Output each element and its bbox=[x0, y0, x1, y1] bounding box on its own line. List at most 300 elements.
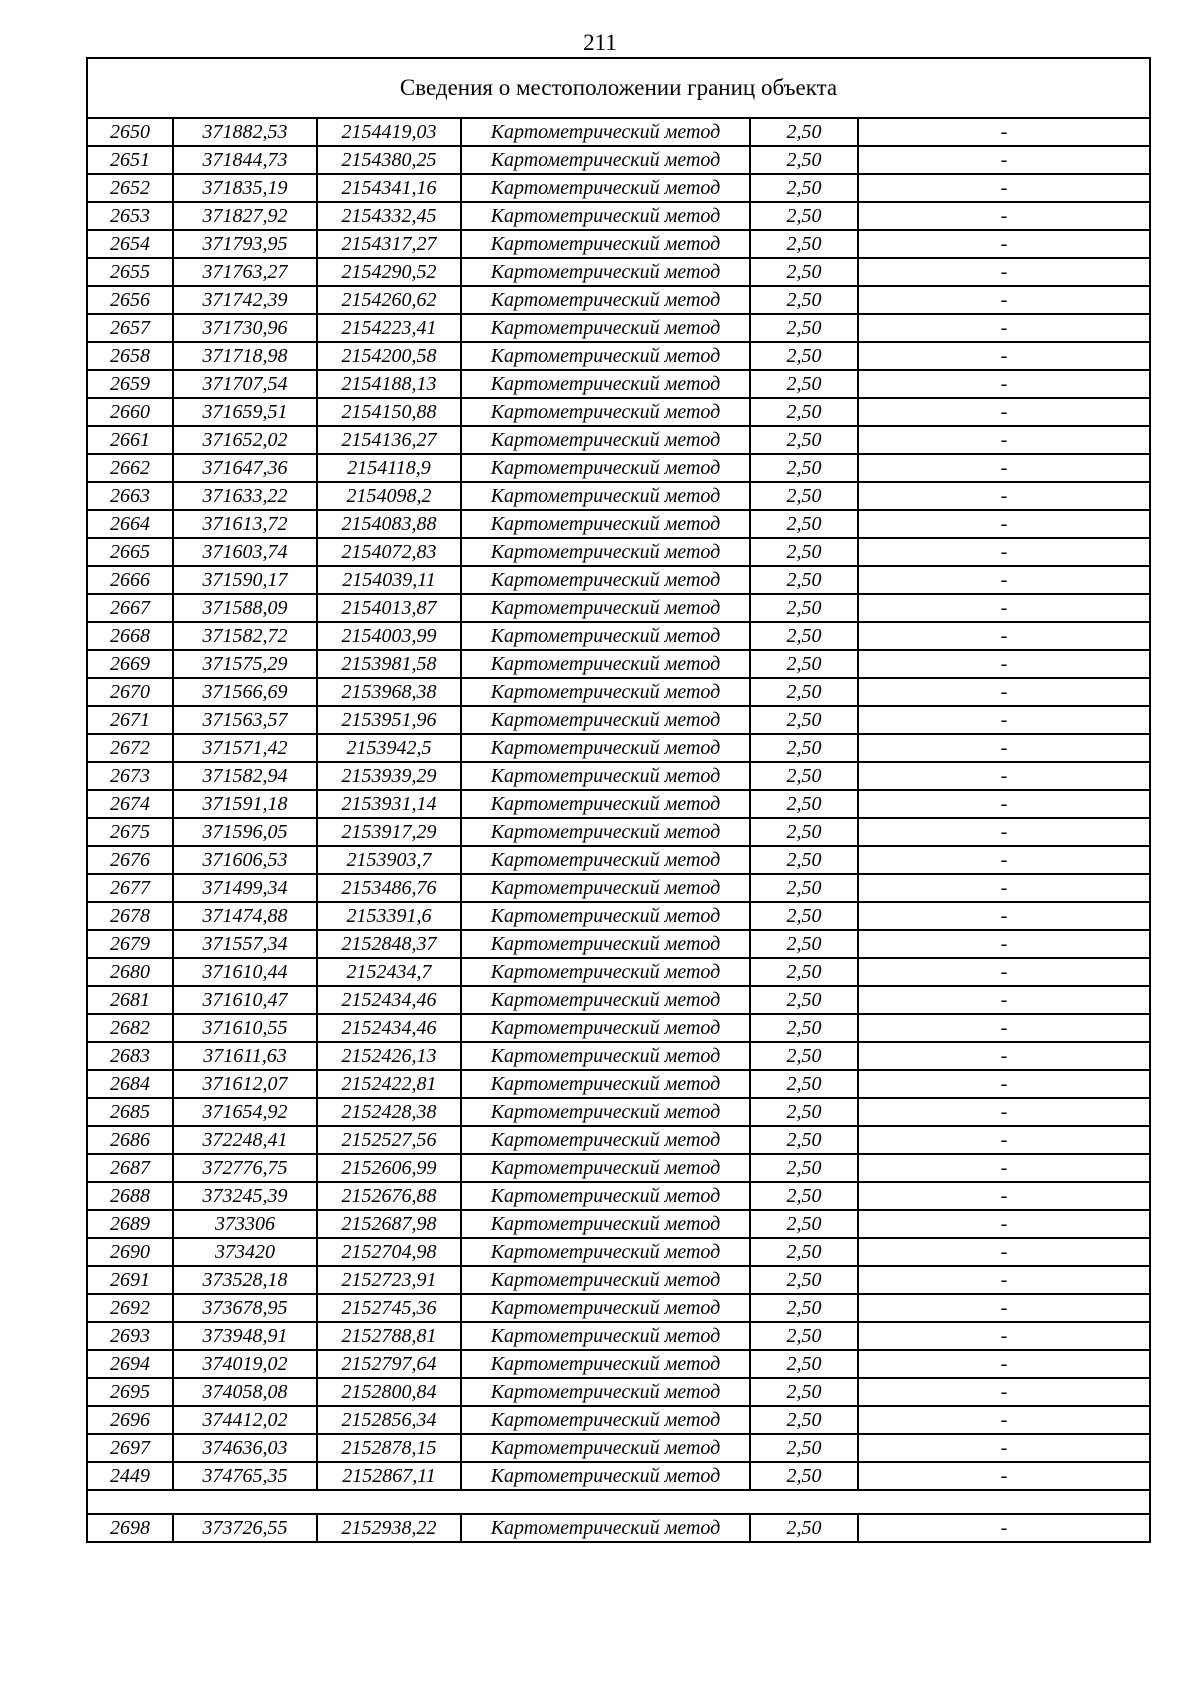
point-number-cell: 2688 bbox=[87, 1182, 173, 1210]
note-cell: - bbox=[858, 510, 1150, 538]
y-coordinate-cell: 2153939,29 bbox=[317, 762, 461, 790]
accuracy-cell: 2,50 bbox=[750, 1434, 858, 1462]
accuracy-cell: 2,50 bbox=[750, 1238, 858, 1266]
method-cell: Картометрический метод bbox=[461, 622, 750, 650]
point-number-cell: 2665 bbox=[87, 538, 173, 566]
x-coordinate-cell: 372776,75 bbox=[173, 1154, 317, 1182]
y-coordinate-cell: 2152788,81 bbox=[317, 1322, 461, 1350]
y-coordinate-cell: 2152848,37 bbox=[317, 930, 461, 958]
table-title-row bbox=[87, 58, 1150, 118]
method-cell: Картометрический метод bbox=[461, 426, 750, 454]
accuracy-cell: 2,50 bbox=[750, 1462, 858, 1490]
method-cell: Картометрический метод bbox=[461, 1406, 750, 1434]
x-coordinate-cell: 371590,17 bbox=[173, 566, 317, 594]
y-coordinate-cell: 2154290,52 bbox=[317, 258, 461, 286]
note-cell: - bbox=[858, 706, 1150, 734]
y-coordinate-cell: 2153942,5 bbox=[317, 734, 461, 762]
accuracy-cell: 2,50 bbox=[750, 1154, 858, 1182]
table-row bbox=[87, 118, 1150, 146]
table-row bbox=[87, 202, 1150, 230]
method-cell: Картометрический метод bbox=[461, 1098, 750, 1126]
y-coordinate-cell: 2154200,58 bbox=[317, 342, 461, 370]
y-coordinate-cell: 2154332,45 bbox=[317, 202, 461, 230]
method-cell: Картометрический метод bbox=[461, 454, 750, 482]
x-coordinate-cell: 371654,92 bbox=[173, 1098, 317, 1126]
table-gap-row bbox=[87, 1490, 1150, 1514]
x-coordinate-cell: 374412,02 bbox=[173, 1406, 317, 1434]
x-coordinate-cell: 371611,63 bbox=[173, 1042, 317, 1070]
method-cell: Картометрический метод bbox=[461, 1210, 750, 1238]
point-number-cell: 2682 bbox=[87, 1014, 173, 1042]
y-coordinate-cell: 2153917,29 bbox=[317, 818, 461, 846]
note-cell: - bbox=[858, 1182, 1150, 1210]
x-coordinate-cell: 371499,34 bbox=[173, 874, 317, 902]
table-row bbox=[87, 230, 1150, 258]
table-row bbox=[87, 426, 1150, 454]
accuracy-cell: 2,50 bbox=[750, 986, 858, 1014]
table-row bbox=[87, 1350, 1150, 1378]
method-cell: Картометрический метод bbox=[461, 1266, 750, 1294]
y-coordinate-cell: 2154072,83 bbox=[317, 538, 461, 566]
accuracy-cell: 2,50 bbox=[750, 790, 858, 818]
point-number-cell: 2654 bbox=[87, 230, 173, 258]
x-coordinate-cell: 371582,94 bbox=[173, 762, 317, 790]
method-cell: Картометрический метод bbox=[461, 370, 750, 398]
x-coordinate-cell: 371633,22 bbox=[173, 482, 317, 510]
x-coordinate-cell: 373420 bbox=[173, 1238, 317, 1266]
method-cell: Картометрический метод bbox=[461, 706, 750, 734]
table-row bbox=[87, 902, 1150, 930]
accuracy-cell: 2,50 bbox=[750, 1070, 858, 1098]
note-cell: - bbox=[858, 1434, 1150, 1462]
table-row bbox=[87, 370, 1150, 398]
y-coordinate-cell: 2152723,91 bbox=[317, 1266, 461, 1294]
accuracy-cell: 2,50 bbox=[750, 706, 858, 734]
point-number-cell: 2659 bbox=[87, 370, 173, 398]
table-row bbox=[87, 510, 1150, 538]
note-cell: - bbox=[858, 650, 1150, 678]
y-coordinate-cell: 2152867,11 bbox=[317, 1462, 461, 1490]
note-cell: - bbox=[858, 902, 1150, 930]
method-cell: Картометрический метод bbox=[461, 314, 750, 342]
point-number-cell: 2693 bbox=[87, 1322, 173, 1350]
table-row bbox=[87, 650, 1150, 678]
table-row bbox=[87, 398, 1150, 426]
method-cell: Картометрический метод bbox=[461, 790, 750, 818]
method-cell: Картометрический метод bbox=[461, 902, 750, 930]
x-coordinate-cell: 373245,39 bbox=[173, 1182, 317, 1210]
accuracy-cell: 2,50 bbox=[750, 1378, 858, 1406]
method-cell: Картометрический метод bbox=[461, 1014, 750, 1042]
x-coordinate-cell: 371563,57 bbox=[173, 706, 317, 734]
method-cell: Картометрический метод bbox=[461, 650, 750, 678]
method-cell: Картометрический метод bbox=[461, 594, 750, 622]
method-cell: Картометрический метод bbox=[461, 1462, 750, 1490]
accuracy-cell: 2,50 bbox=[750, 930, 858, 958]
method-cell: Картометрический метод bbox=[461, 818, 750, 846]
table-row bbox=[87, 706, 1150, 734]
note-cell: - bbox=[858, 1210, 1150, 1238]
note-cell: - bbox=[858, 454, 1150, 482]
boundary-coordinates-table bbox=[86, 57, 1151, 1543]
table-row bbox=[87, 1514, 1150, 1542]
method-cell: Картометрический метод bbox=[461, 1182, 750, 1210]
point-number-cell: 2678 bbox=[87, 902, 173, 930]
point-number-cell: 2694 bbox=[87, 1350, 173, 1378]
table-row bbox=[87, 314, 1150, 342]
table-row bbox=[87, 734, 1150, 762]
accuracy-cell: 2,50 bbox=[750, 874, 858, 902]
table-row bbox=[87, 1266, 1150, 1294]
accuracy-cell: 2,50 bbox=[750, 202, 858, 230]
method-cell: Картометрический метод bbox=[461, 1070, 750, 1098]
y-coordinate-cell: 2152745,36 bbox=[317, 1294, 461, 1322]
note-cell: - bbox=[858, 762, 1150, 790]
x-coordinate-cell: 371575,29 bbox=[173, 650, 317, 678]
y-coordinate-cell: 2152606,99 bbox=[317, 1154, 461, 1182]
table-row bbox=[87, 1406, 1150, 1434]
point-number-cell: 2680 bbox=[87, 958, 173, 986]
note-cell: - bbox=[858, 1238, 1150, 1266]
note-cell: - bbox=[858, 1042, 1150, 1070]
y-coordinate-cell: 2153903,7 bbox=[317, 846, 461, 874]
point-number-cell: 2675 bbox=[87, 818, 173, 846]
method-cell: Картометрический метод bbox=[461, 286, 750, 314]
empty-cell bbox=[87, 1490, 1150, 1514]
accuracy-cell: 2,50 bbox=[750, 426, 858, 454]
table-row bbox=[87, 482, 1150, 510]
note-cell: - bbox=[858, 622, 1150, 650]
point-number-cell: 2651 bbox=[87, 146, 173, 174]
note-cell: - bbox=[858, 874, 1150, 902]
point-number-cell: 2671 bbox=[87, 706, 173, 734]
table-row bbox=[87, 1378, 1150, 1406]
table-row bbox=[87, 1014, 1150, 1042]
note-cell: - bbox=[858, 1098, 1150, 1126]
method-cell: Картометрический метод bbox=[461, 342, 750, 370]
note-cell: - bbox=[858, 1126, 1150, 1154]
accuracy-cell: 2,50 bbox=[750, 482, 858, 510]
x-coordinate-cell: 371844,73 bbox=[173, 146, 317, 174]
method-cell: Картометрический метод bbox=[461, 874, 750, 902]
note-cell: - bbox=[858, 566, 1150, 594]
method-cell: Картометрический метод bbox=[461, 762, 750, 790]
accuracy-cell: 2,50 bbox=[750, 510, 858, 538]
point-number-cell: 2687 bbox=[87, 1154, 173, 1182]
y-coordinate-cell: 2153486,76 bbox=[317, 874, 461, 902]
table-row bbox=[87, 1294, 1150, 1322]
method-cell: Картометрический метод bbox=[461, 846, 750, 874]
point-number-cell: 2449 bbox=[87, 1462, 173, 1490]
x-coordinate-cell: 373528,18 bbox=[173, 1266, 317, 1294]
method-cell: Картометрический метод bbox=[461, 538, 750, 566]
x-coordinate-cell: 371596,05 bbox=[173, 818, 317, 846]
note-cell: - bbox=[858, 1378, 1150, 1406]
y-coordinate-cell: 2154039,11 bbox=[317, 566, 461, 594]
note-cell: - bbox=[858, 426, 1150, 454]
y-coordinate-cell: 2152704,98 bbox=[317, 1238, 461, 1266]
point-number-cell: 2681 bbox=[87, 986, 173, 1014]
accuracy-cell: 2,50 bbox=[750, 258, 858, 286]
x-coordinate-cell: 374765,35 bbox=[173, 1462, 317, 1490]
method-cell: Картометрический метод bbox=[461, 1294, 750, 1322]
x-coordinate-cell: 371612,07 bbox=[173, 1070, 317, 1098]
x-coordinate-cell: 371835,19 bbox=[173, 174, 317, 202]
note-cell: - bbox=[858, 1514, 1150, 1542]
table-row bbox=[87, 762, 1150, 790]
accuracy-cell: 2,50 bbox=[750, 398, 858, 426]
point-number-cell: 2677 bbox=[87, 874, 173, 902]
point-number-cell: 2683 bbox=[87, 1042, 173, 1070]
y-coordinate-cell: 2152428,38 bbox=[317, 1098, 461, 1126]
x-coordinate-cell: 371763,27 bbox=[173, 258, 317, 286]
y-coordinate-cell: 2152434,46 bbox=[317, 1014, 461, 1042]
note-cell: - bbox=[858, 286, 1150, 314]
method-cell: Картометрический метод bbox=[461, 1154, 750, 1182]
table-row bbox=[87, 930, 1150, 958]
x-coordinate-cell: 371582,72 bbox=[173, 622, 317, 650]
note-cell: - bbox=[858, 1154, 1150, 1182]
accuracy-cell: 2,50 bbox=[750, 762, 858, 790]
accuracy-cell: 2,50 bbox=[750, 1042, 858, 1070]
note-cell: - bbox=[858, 1322, 1150, 1350]
y-coordinate-cell: 2154260,62 bbox=[317, 286, 461, 314]
point-number-cell: 2655 bbox=[87, 258, 173, 286]
note-cell: - bbox=[858, 1070, 1150, 1098]
note-cell: - bbox=[858, 202, 1150, 230]
note-cell: - bbox=[858, 818, 1150, 846]
y-coordinate-cell: 2154083,88 bbox=[317, 510, 461, 538]
table-row bbox=[87, 958, 1150, 986]
accuracy-cell: 2,50 bbox=[750, 1210, 858, 1238]
table-row bbox=[87, 1210, 1150, 1238]
point-number-cell: 2674 bbox=[87, 790, 173, 818]
table-row bbox=[87, 566, 1150, 594]
point-number-cell: 2695 bbox=[87, 1378, 173, 1406]
table-row bbox=[87, 1126, 1150, 1154]
method-cell: Картометрический метод bbox=[461, 1322, 750, 1350]
point-number-cell: 2663 bbox=[87, 482, 173, 510]
table-row bbox=[87, 174, 1150, 202]
note-cell: - bbox=[858, 258, 1150, 286]
x-coordinate-cell: 371610,44 bbox=[173, 958, 317, 986]
table-row bbox=[87, 1462, 1150, 1490]
x-coordinate-cell: 371610,47 bbox=[173, 986, 317, 1014]
note-cell: - bbox=[858, 1014, 1150, 1042]
y-coordinate-cell: 2152938,22 bbox=[317, 1514, 461, 1542]
point-number-cell: 2657 bbox=[87, 314, 173, 342]
note-cell: - bbox=[858, 174, 1150, 202]
table-row bbox=[87, 538, 1150, 566]
accuracy-cell: 2,50 bbox=[750, 1098, 858, 1126]
method-cell: Картометрический метод bbox=[461, 174, 750, 202]
x-coordinate-cell: 371652,02 bbox=[173, 426, 317, 454]
table-row bbox=[87, 258, 1150, 286]
point-number-cell: 2691 bbox=[87, 1266, 173, 1294]
x-coordinate-cell: 373306 bbox=[173, 1210, 317, 1238]
accuracy-cell: 2,50 bbox=[750, 1350, 858, 1378]
point-number-cell: 2684 bbox=[87, 1070, 173, 1098]
accuracy-cell: 2,50 bbox=[750, 734, 858, 762]
point-number-cell: 2686 bbox=[87, 1126, 173, 1154]
y-coordinate-cell: 2152434,7 bbox=[317, 958, 461, 986]
note-cell: - bbox=[858, 930, 1150, 958]
y-coordinate-cell: 2152426,13 bbox=[317, 1042, 461, 1070]
note-cell: - bbox=[858, 1462, 1150, 1490]
accuracy-cell: 2,50 bbox=[750, 1014, 858, 1042]
method-cell: Картометрический метод bbox=[461, 986, 750, 1014]
method-cell: Картометрический метод bbox=[461, 678, 750, 706]
accuracy-cell: 2,50 bbox=[750, 818, 858, 846]
accuracy-cell: 2,50 bbox=[750, 594, 858, 622]
table-row bbox=[87, 594, 1150, 622]
y-coordinate-cell: 2154380,25 bbox=[317, 146, 461, 174]
y-coordinate-cell: 2154188,13 bbox=[317, 370, 461, 398]
x-coordinate-cell: 371557,34 bbox=[173, 930, 317, 958]
method-cell: Картометрический метод bbox=[461, 1126, 750, 1154]
accuracy-cell: 2,50 bbox=[750, 230, 858, 258]
table-row bbox=[87, 1098, 1150, 1126]
table-row bbox=[87, 1238, 1150, 1266]
note-cell: - bbox=[858, 986, 1150, 1014]
point-number-cell: 2679 bbox=[87, 930, 173, 958]
point-number-cell: 2669 bbox=[87, 650, 173, 678]
x-coordinate-cell: 371606,53 bbox=[173, 846, 317, 874]
accuracy-cell: 2,50 bbox=[750, 846, 858, 874]
accuracy-cell: 2,50 bbox=[750, 1266, 858, 1294]
method-cell: Картометрический метод bbox=[461, 958, 750, 986]
note-cell: - bbox=[858, 482, 1150, 510]
note-cell: - bbox=[858, 846, 1150, 874]
x-coordinate-cell: 371647,36 bbox=[173, 454, 317, 482]
table-row bbox=[87, 286, 1150, 314]
accuracy-cell: 2,50 bbox=[750, 174, 858, 202]
table-row bbox=[87, 1322, 1150, 1350]
accuracy-cell: 2,50 bbox=[750, 1406, 858, 1434]
accuracy-cell: 2,50 bbox=[750, 146, 858, 174]
x-coordinate-cell: 374019,02 bbox=[173, 1350, 317, 1378]
page-number: 211 bbox=[583, 30, 617, 55]
y-coordinate-cell: 2152422,81 bbox=[317, 1070, 461, 1098]
x-coordinate-cell: 371742,39 bbox=[173, 286, 317, 314]
note-cell: - bbox=[858, 678, 1150, 706]
point-number-cell: 2650 bbox=[87, 118, 173, 146]
accuracy-cell: 2,50 bbox=[750, 650, 858, 678]
x-coordinate-cell: 371591,18 bbox=[173, 790, 317, 818]
accuracy-cell: 2,50 bbox=[750, 1126, 858, 1154]
method-cell: Картометрический метод bbox=[461, 258, 750, 286]
accuracy-cell: 2,50 bbox=[750, 958, 858, 986]
method-cell: Картометрический метод bbox=[461, 1378, 750, 1406]
method-cell: Картометрический метод bbox=[461, 398, 750, 426]
point-number-cell: 2666 bbox=[87, 566, 173, 594]
point-number-cell: 2672 bbox=[87, 734, 173, 762]
x-coordinate-cell: 373726,55 bbox=[173, 1514, 317, 1542]
method-cell: Картометрический метод bbox=[461, 930, 750, 958]
point-number-cell: 2653 bbox=[87, 202, 173, 230]
y-coordinate-cell: 2153391,6 bbox=[317, 902, 461, 930]
note-cell: - bbox=[858, 370, 1150, 398]
accuracy-cell: 2,50 bbox=[750, 370, 858, 398]
point-number-cell: 2664 bbox=[87, 510, 173, 538]
y-coordinate-cell: 2154317,27 bbox=[317, 230, 461, 258]
y-coordinate-cell: 2154118,9 bbox=[317, 454, 461, 482]
x-coordinate-cell: 371610,55 bbox=[173, 1014, 317, 1042]
accuracy-cell: 2,50 bbox=[750, 118, 858, 146]
accuracy-cell: 2,50 bbox=[750, 678, 858, 706]
method-cell: Картометрический метод bbox=[461, 146, 750, 174]
table-row bbox=[87, 1182, 1150, 1210]
x-coordinate-cell: 374636,03 bbox=[173, 1434, 317, 1462]
x-coordinate-cell: 371730,96 bbox=[173, 314, 317, 342]
y-coordinate-cell: 2154150,88 bbox=[317, 398, 461, 426]
method-cell: Картометрический метод bbox=[461, 482, 750, 510]
method-cell: Картометрический метод bbox=[461, 1238, 750, 1266]
point-number-cell: 2661 bbox=[87, 426, 173, 454]
method-cell: Картометрический метод bbox=[461, 510, 750, 538]
y-coordinate-cell: 2152687,98 bbox=[317, 1210, 461, 1238]
table-row bbox=[87, 146, 1150, 174]
x-coordinate-cell: 371882,53 bbox=[173, 118, 317, 146]
table-row bbox=[87, 622, 1150, 650]
table-row bbox=[87, 454, 1150, 482]
accuracy-cell: 2,50 bbox=[750, 286, 858, 314]
table-row bbox=[87, 1070, 1150, 1098]
method-cell: Картометрический метод bbox=[461, 202, 750, 230]
table-row bbox=[87, 846, 1150, 874]
y-coordinate-cell: 2154223,41 bbox=[317, 314, 461, 342]
table-row bbox=[87, 986, 1150, 1014]
note-cell: - bbox=[858, 1350, 1150, 1378]
point-number-cell: 2697 bbox=[87, 1434, 173, 1462]
point-number-cell: 2660 bbox=[87, 398, 173, 426]
point-number-cell: 2658 bbox=[87, 342, 173, 370]
table-row bbox=[87, 678, 1150, 706]
x-coordinate-cell: 371707,54 bbox=[173, 370, 317, 398]
y-coordinate-cell: 2154098,2 bbox=[317, 482, 461, 510]
x-coordinate-cell: 371793,95 bbox=[173, 230, 317, 258]
x-coordinate-cell: 373948,91 bbox=[173, 1322, 317, 1350]
point-number-cell: 2690 bbox=[87, 1238, 173, 1266]
x-coordinate-cell: 371571,42 bbox=[173, 734, 317, 762]
accuracy-cell: 2,50 bbox=[750, 314, 858, 342]
note-cell: - bbox=[858, 1266, 1150, 1294]
note-cell: - bbox=[858, 1406, 1150, 1434]
y-coordinate-cell: 2152878,15 bbox=[317, 1434, 461, 1462]
y-coordinate-cell: 2154013,87 bbox=[317, 594, 461, 622]
accuracy-cell: 2,50 bbox=[750, 1182, 858, 1210]
note-cell: - bbox=[858, 538, 1150, 566]
note-cell: - bbox=[858, 146, 1150, 174]
accuracy-cell: 2,50 bbox=[750, 902, 858, 930]
y-coordinate-cell: 2152676,88 bbox=[317, 1182, 461, 1210]
y-coordinate-cell: 2154419,03 bbox=[317, 118, 461, 146]
method-cell: Картометрический метод bbox=[461, 1042, 750, 1070]
point-number-cell: 2676 bbox=[87, 846, 173, 874]
x-coordinate-cell: 371613,72 bbox=[173, 510, 317, 538]
note-cell: - bbox=[858, 958, 1150, 986]
point-number-cell: 2698 bbox=[87, 1514, 173, 1542]
accuracy-cell: 2,50 bbox=[750, 342, 858, 370]
accuracy-cell: 2,50 bbox=[750, 1322, 858, 1350]
point-number-cell: 2652 bbox=[87, 174, 173, 202]
y-coordinate-cell: 2152800,84 bbox=[317, 1378, 461, 1406]
note-cell: - bbox=[858, 118, 1150, 146]
note-cell: - bbox=[858, 734, 1150, 762]
x-coordinate-cell: 371474,88 bbox=[173, 902, 317, 930]
accuracy-cell: 2,50 bbox=[750, 566, 858, 594]
y-coordinate-cell: 2154341,16 bbox=[317, 174, 461, 202]
